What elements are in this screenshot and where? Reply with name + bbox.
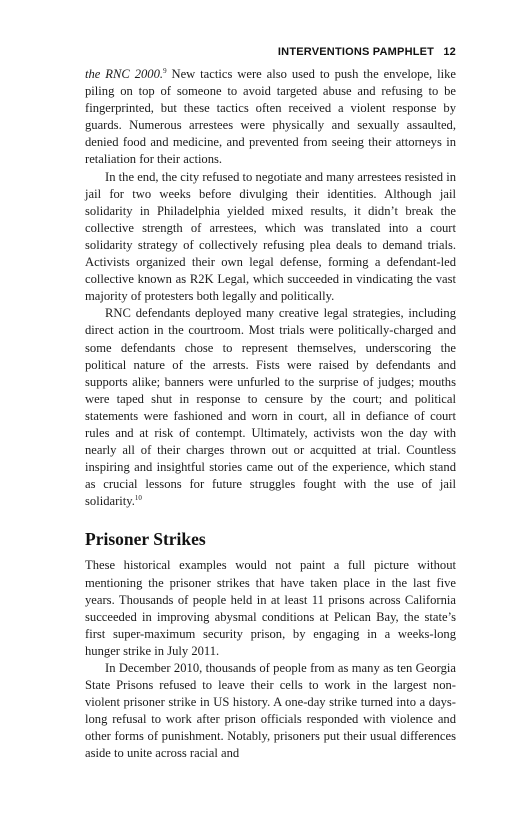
footnote-marker-10: 10	[134, 494, 142, 503]
paragraph-1-text: New tactics were also used to push the envelope, like piling on top of someone to avoid targeted abuse and refusing to be fingerprinted, but these tactics often received a violent response by guards. Numerous arrestees were physically and sexually assaulted, denied food and medicine, and prevented from seeing their attorneys in retaliation for their actions.	[85, 67, 457, 167]
section-heading: Prisoner Strikes	[85, 529, 206, 550]
paragraph-4: These historical examples would not paint a full picture without mentioning the prisoner strikes that have taken place in the last five years. Thousands of people held in at least 11 prisons across California succeeded in improving abysmal conditions at Pelican Bay, the state’s first super-maximum security prison, by engaging in a weeks-long hunger strike in July 2011.	[85, 558, 456, 658]
paragraph-1	[85, 66, 456, 169]
paragraph-3	[85, 305, 456, 510]
running-header-title: INTERVENTIONS PAMPHLET	[277, 46, 435, 58]
paragraph-5: In December 2010, thousands of people from as many as ten Georgia State Prisons refused to leave their cells to work in the largest non-violent prisoner strike in US history. A one-day strike turned into a days-long refusal to work after prison officials responded with violence and other forms of punishment. Notably, prisoners put their usual differences aside to unite across racial and	[85, 661, 456, 761]
page-body	[85, 66, 456, 763]
paragraph-3-text: RNC defendants deployed many creative legal strategies, including direct action in the courtroom. Most trials were politically-charged and some defendants chose to represent themselves, underscoring the political nature of the arrests. Fists were raised by defendants and supports alike; banners were unfurled to the surprise of judges; mouths were taped shut in response to censure by the court; and political statements were fashioned and worn in court, all in defiance of court rules and at risk of contempt. Ultimately, activists won the day with nearly all of their charges thrown out or acquitted at trial. Countless inspiring and insightful stories came out of the experience, which stand as crucial lessons for future struggles fought with the use of jail solidarity.	[85, 306, 456, 509]
page-number: 12	[443, 46, 456, 58]
paragraph-1-italic-lead: the RNC 2000.	[85, 67, 164, 81]
footnote-marker-9: 9	[163, 66, 167, 75]
running-header	[278, 46, 456, 58]
paragraph-2: In the end, the city refused to negotiate and many arrestees resisted in jail for two weeks before divulging their identities. Although jail solidarity in Philadelphia yielded mixed results, it didn’t break the collective strength of arrestees, which was translated into a court solidarity strategy of collectively refusing plea deals to demand trials. Activists organized their own legal defense, forming a defendant-led collective known as R2K Legal, which succeeded in vindicating the vast majority of protesters both legally and politically.	[85, 169, 456, 304]
